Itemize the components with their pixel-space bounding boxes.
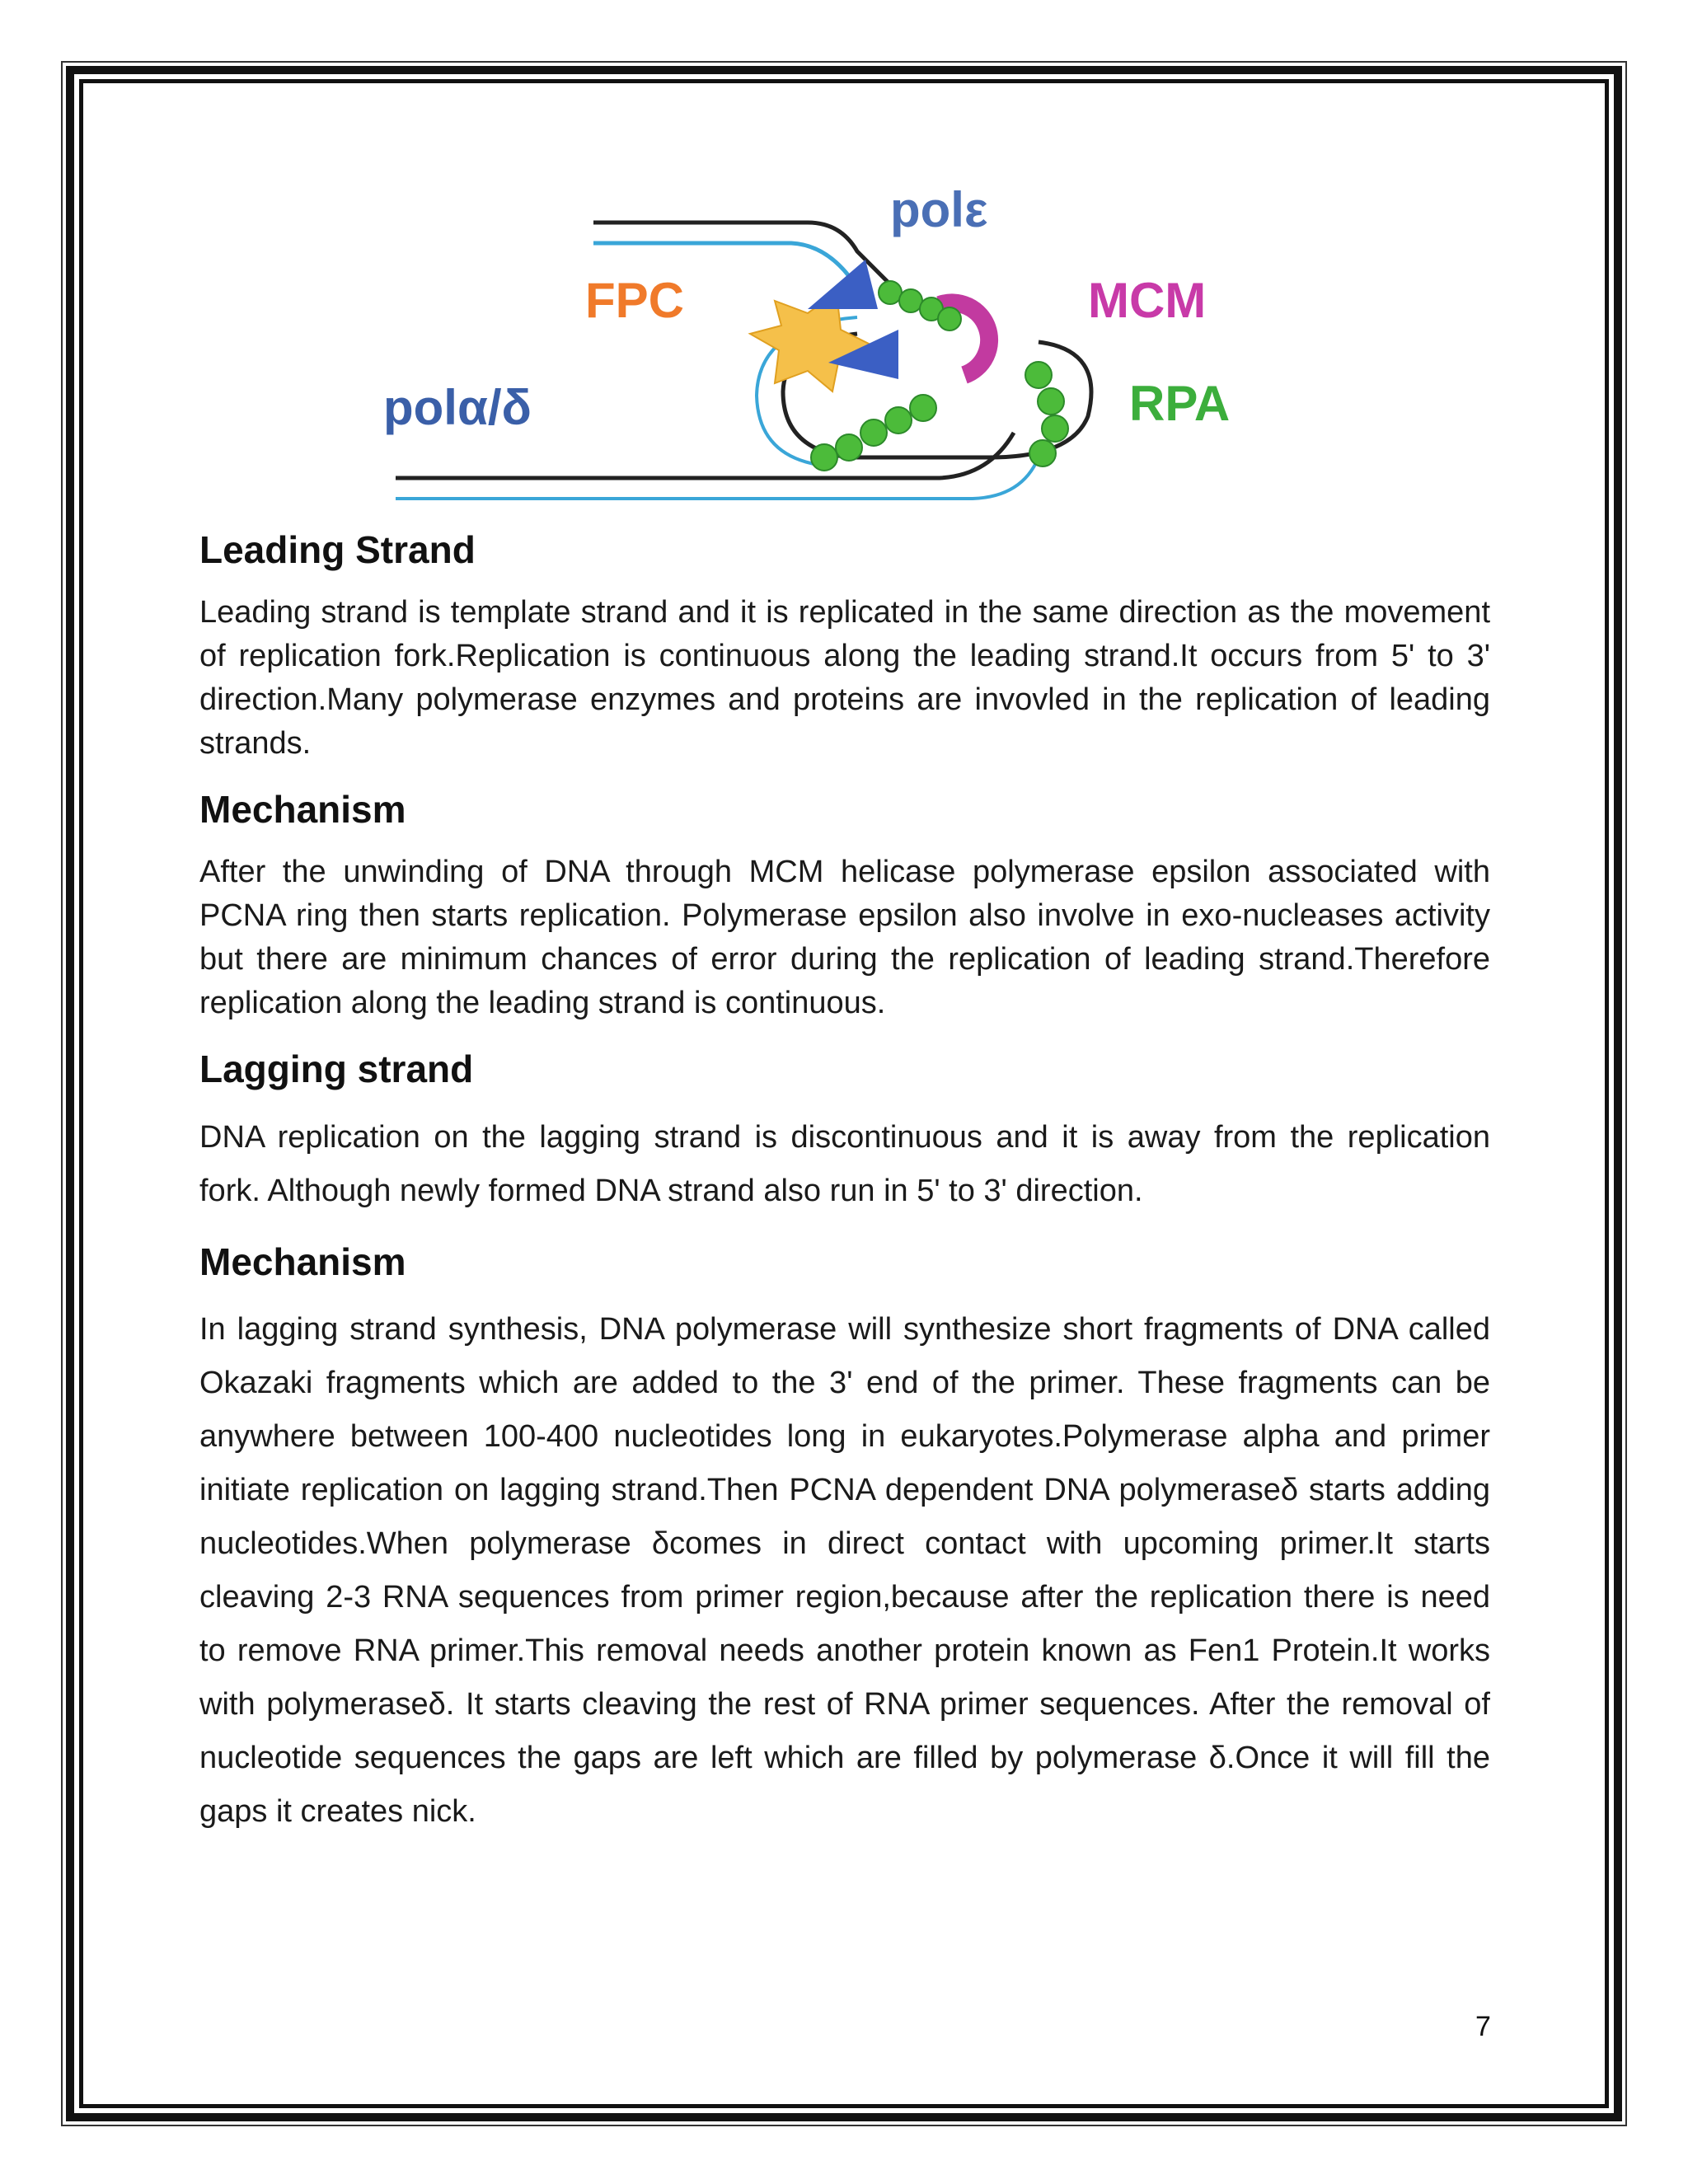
- section-heading-mechanism-leading: Mechanism: [199, 788, 406, 832]
- label-pol-epsilon: polε: [890, 185, 988, 237]
- page-number: 7: [1475, 2011, 1491, 2042]
- document-body: [199, 511, 1490, 1860]
- label-rpa: RPA: [1129, 376, 1231, 431]
- label-mcm: MCM: [1088, 273, 1207, 328]
- section-heading-mechanism-lagging: Mechanism: [199, 1240, 406, 1283]
- section-paragraph-mechanism-leading: After the unwinding of DNA through MCM helicase polymerase epsilon associated with PCNA ring then starts replication. Polymerase epsilon also involve in exo-nucleases activity but there are minimum chances of error during the replication of leading strand.Therefore replication along the leading strand is continuous.: [199, 855, 1490, 1021]
- label-pol-alpha-delta: polα/δ: [383, 380, 532, 435]
- leading-strand-blue: [593, 243, 849, 276]
- rpa-beads-lagging: [811, 362, 1068, 471]
- section-heading-leading-strand: Leading Strand: [199, 528, 476, 571]
- replication-fork-figure: [363, 185, 1319, 507]
- section-paragraph-mechanism-lagging: In lagging strand synthesis, DNA polymerase will synthesize short fragments of DNA called Okazaki fragments which are added to the 3' end of the primer. These fragments can be anywhere between 100-400 nucleotides long in eukaryotes.Polymerase alpha and primer initiate replication on lagging strand.Then PCNA dependent DNA polymeraseδ starts adding nucleotides.When polymerase δcomes in direct contact with upcoming primer.It starts cleaving 2-3 RNA sequences from primer region,because after the replication there is need to remove RNA primer.This removal needs another protein known as Fen1 Protein.It works with polymeraseδ. It starts cleaving the rest of RNA primer sequences. After the removal of nucleotide sequences the gaps are left which are filled by polymerase δ.Once it will fill the gaps it creates nick.: [199, 1311, 1490, 1829]
- section-paragraph-lagging-strand: DNA replication on the lagging strand is discontinuous and it is away from the replication fork. Although newly formed DNA strand also run in 5' to 3' direction.: [199, 1119, 1490, 1208]
- section-paragraph-leading-strand: Leading strand is template strand and it is replicated in the same direction as the movement of replication fork.Replication is continuous along the leading strand.It occurs from 5' to 3' direction.Many polymerase enzymes and proteins are invovled in the replication of leading strands.: [199, 595, 1490, 762]
- section-heading-lagging-strand: Lagging strand: [199, 1047, 474, 1091]
- label-fpc: FPC: [585, 273, 684, 328]
